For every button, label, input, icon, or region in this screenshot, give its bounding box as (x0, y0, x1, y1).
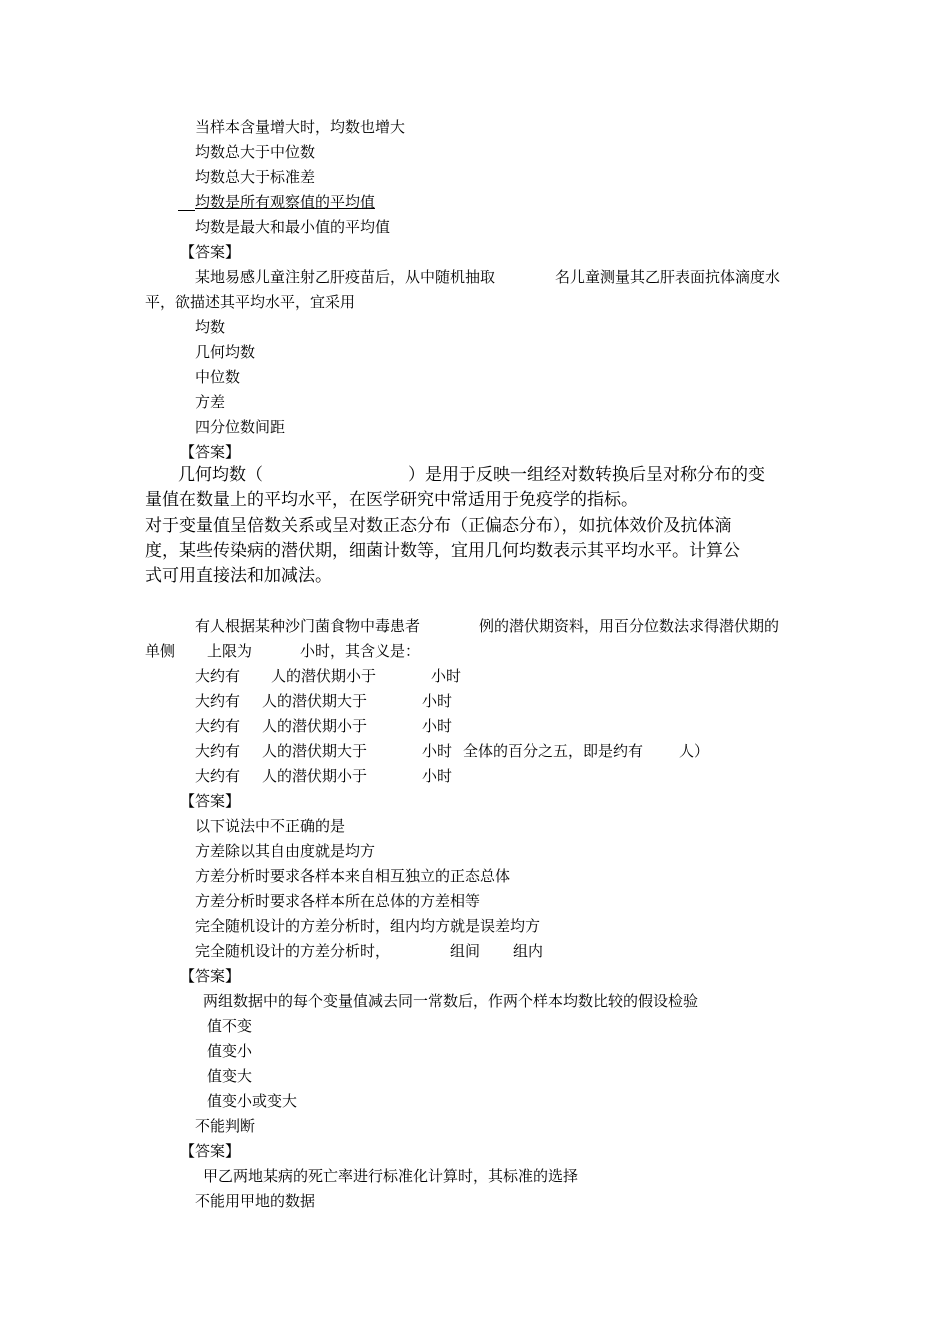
q3-option-e-part3: 小时 (422, 767, 453, 785)
q4-option-e-part3: 组内 (513, 942, 544, 960)
q3-option-b-part1: 大约有 (195, 692, 241, 710)
q6-option-a: 不能用甲地的数据 (195, 1192, 316, 1210)
q1-option-d: 均数是所有观察值的平均值 (195, 193, 376, 211)
q2-option-b: 几何均数 (195, 343, 256, 361)
q2-explanation-line5: 式可用直接法和加减法。 (145, 566, 332, 586)
q2-option-d: 方差 (195, 393, 226, 411)
q3-option-b-part3: 小时 (422, 692, 453, 710)
q5-option-c: 值变大 (207, 1067, 253, 1085)
q4-option-e-part1: 完全随机设计的方差分析时， (195, 942, 391, 960)
q3-option-a-part3: 小时 (431, 667, 462, 685)
q4-option-c: 方差分析时要求各样本所在总体的方差相等 (195, 892, 481, 910)
q2-option-e: 四分位数间距 (195, 418, 286, 436)
q4-stem: 以下说法中不正确的是 (195, 817, 346, 835)
q1-option-a: 当样本含量增大时，均数也增大 (195, 118, 406, 136)
q3-stem-line1-b: 例的潜伏期资料，用百分位数法求得潜伏期的 (479, 617, 780, 635)
q2-stem-line1-b: 名儿童测量其乙肝表面抗体滴度水 (555, 268, 781, 286)
q2-explanation-line2: 量值在数量上的平均水平，在医学研究中常适用于免疫学的指标。 (145, 490, 638, 510)
q1-answer-label: 【答案】 (180, 243, 241, 261)
q3-option-d-part4: 全体的百分之五，即是约有 (463, 742, 644, 760)
q5-option-e: 不能判断 (195, 1117, 256, 1135)
q3-option-b-part2: 人的潜伏期大于 (262, 692, 368, 710)
q3-option-d-part5: 人） (679, 742, 710, 760)
q3-option-a-part2: 人的潜伏期小于 (271, 667, 377, 685)
q3-stem-line2-b: 上限为 (207, 642, 253, 660)
q2-explanation-line3: 对于变量值呈倍数关系或呈对数正态分布（正偏态分布），如抗体效价及抗体滴 (145, 516, 732, 536)
q3-option-d-part1: 大约有 (195, 742, 241, 760)
q5-option-a: 值不变 (207, 1017, 253, 1035)
q3-option-d-part3: 小时 (422, 742, 453, 760)
q5-answer-label: 【答案】 (180, 1142, 241, 1160)
q3-option-a-part1: 大约有 (195, 667, 241, 685)
q2-option-c: 中位数 (195, 368, 241, 386)
q6-stem: 甲乙两地某病的死亡率进行标准化计算时，其标准的选择 (203, 1167, 579, 1185)
q4-option-d: 完全随机设计的方差分析时，组内均方就是误差均方 (195, 917, 541, 935)
q2-explanation-line1-b: ）是用于反映一组经对数转换后呈对称分布的变 (408, 465, 765, 485)
q2-stem-line2: 平，欲描述其平均水平，宜采用 (145, 293, 356, 311)
q5-option-d: 值变小或变大 (207, 1092, 298, 1110)
q3-stem-line1-a: 有人根据某种沙门菌食物中毒患者 (195, 617, 421, 635)
q3-option-c-part3: 小时 (422, 717, 453, 735)
q5-option-b: 值变小 (207, 1042, 253, 1060)
q1-option-c: 均数总大于标准差 (195, 168, 316, 186)
q4-option-b: 方差分析时要求各样本来自相互独立的正态总体 (195, 867, 511, 885)
q2-stem-line1-a: 某地易感儿童注射乙肝疫苗后，从中随机抽取 (195, 268, 496, 286)
q4-answer-label: 【答案】 (180, 967, 241, 985)
underline-mark (178, 210, 195, 211)
q2-answer-label: 【答案】 (180, 443, 241, 461)
q1-option-e: 均数是最大和最小值的平均值 (195, 218, 391, 236)
q4-option-e-part2: 组间 (450, 942, 481, 960)
q3-option-c-part1: 大约有 (195, 717, 241, 735)
q3-answer-label: 【答案】 (180, 792, 241, 810)
q3-option-e-part1: 大约有 (195, 767, 241, 785)
q3-stem-line2-c: 小时，其含义是： (300, 642, 421, 660)
q5-stem: 两组数据中的每个变量值减去同一常数后，作两个样本均数比较的假设检验 (203, 992, 699, 1010)
q1-option-b: 均数总大于中位数 (195, 143, 316, 161)
q4-option-a: 方差除以其自由度就是均方 (195, 842, 376, 860)
q3-option-e-part2: 人的潜伏期小于 (262, 767, 368, 785)
q3-stem-line2-a: 单侧 (145, 642, 176, 660)
q3-option-c-part2: 人的潜伏期小于 (262, 717, 368, 735)
q2-explanation-line1-a: 几何均数（ (178, 465, 263, 485)
q3-option-d-part2: 人的潜伏期大于 (262, 742, 368, 760)
q2-option-a: 均数 (195, 318, 226, 336)
q2-explanation-line4: 度，某些传染病的潜伏期，细菌计数等，宜用几何均数表示其平均水平。计算公 (145, 541, 740, 561)
